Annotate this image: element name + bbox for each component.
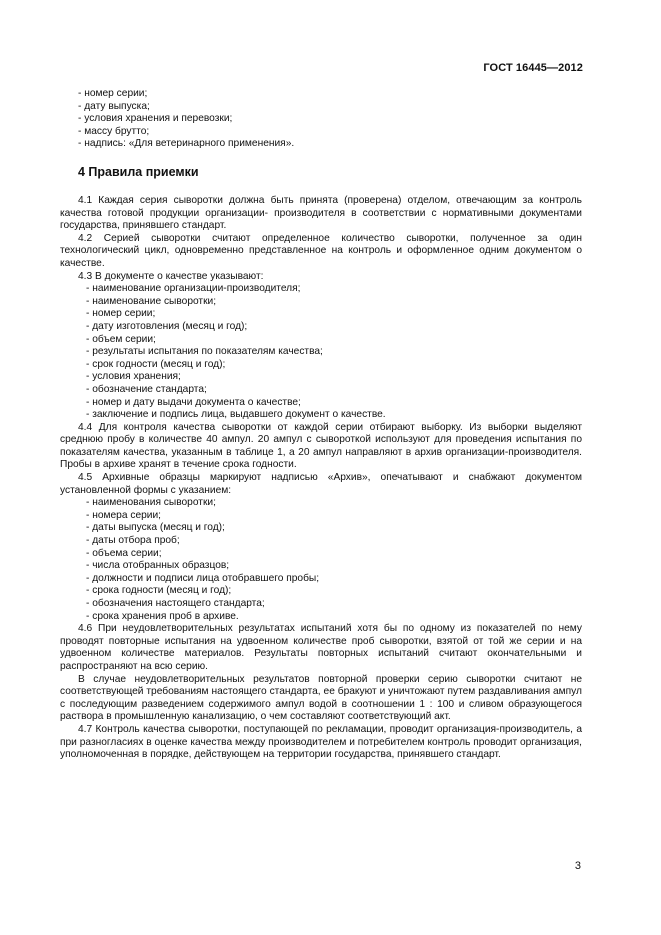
list-item: - массу брутто; — [78, 125, 150, 137]
list-item: - даты выпуска (месяц и год); — [86, 522, 225, 534]
paragraph-4-1: 4.1 Каждая серия сыворотки должна быть принята (проверена) отделом, отвечающим за контроль качества готовой продукции организации- производителя в соответствии с нормативными документами государства, принявшего стандарт. — [60, 195, 582, 232]
list-item: - условия хранения и перевозки; — [78, 113, 233, 125]
paragraph-4-2: 4.2 Серией сыворотки считают определенное количество сыворотки, полученное за один технологический цикл, одновременно представленное на контроль и оформленное одним документом о качестве. — [60, 232, 582, 269]
marking-list — [78, 88, 598, 151]
paragraph-4-5: 4.5 Архивные образцы маркируют надписью «Архив», опечатывают и снабжают документом установленной формы с указанием: — [60, 472, 582, 496]
paragraph-4-7: 4.7 Контроль качества сыворотки, поступающей по рекламации, проводит организация-производитель, а при разногласиях в оценке качества между производителем и потребителем контроль проводит организация, уполномоченная в порядке, действующем на территории государства, принявшего стандарт. — [60, 723, 582, 761]
list-item: - номер и дату выдачи документа о качестве; — [86, 396, 301, 408]
section-content — [60, 195, 582, 762]
list-item: - объема серии; — [86, 547, 162, 559]
list-item: - наименования сыворотки; — [86, 497, 216, 509]
list-item: - наименование сыворотки; — [86, 295, 217, 307]
paragraph-4-3: 4.3 В документе о качестве указывают: — [78, 270, 264, 282]
list-item: - обозначения настоящего стандарта; — [86, 598, 265, 609]
page-number: 3 — [574, 860, 581, 872]
list-item: - условия хранения; — [86, 371, 181, 383]
document-code: ГОСТ 16445—2012 — [483, 62, 583, 74]
list-item: - надпись: «Для ветеринарного применения». — [78, 138, 295, 150]
list-item: - дату выпуска; — [78, 100, 150, 112]
list-item: - объем серии; — [86, 333, 156, 345]
section-title: 4 Правила приемки — [78, 165, 199, 179]
list-item: - даты отбора проб; — [86, 535, 180, 547]
list-item: - номера серии; — [86, 509, 161, 521]
list-item: - срока хранения проб в архиве. — [86, 610, 239, 622]
list-item: - дату изготовления (месяц и год); — [86, 320, 248, 332]
list-item: - обозначение стандарта; — [86, 383, 207, 395]
paragraph-4-4: 4.4 Для контроля качества сыворотки от каждой серии отбирают выборку. Из выборки выделяют среднюю пробу в количестве 40 ампул. 20 ампул с сывороткой используют для проведения испытания по показателям качества, указанным в таблице 1, а 20 ампул направляют в архив организации-производителя. Пробы в архиве хранят в течение срока годности. — [60, 421, 582, 471]
list-item: - результаты испытания по показателям качества; — [86, 346, 323, 358]
paragraph-4-6-continued: В случае неудовлетворительных результатов повторной проверки серию сыворотки считают не соответствующей требованиям настоящего стандарта, ее бракуют и уничтожают путем раздавливания ампул с последующим разведением содержимого ампул водой в соотношении 1 : 100 и сливом образующегося раствора в промышленную канализацию, о чем составляют соответствующий акт. — [60, 673, 582, 723]
list-item: - наименование организации-производителя; — [86, 283, 301, 295]
list-item: - заключение и подпись лица, выдавшего документ о качестве. — [86, 409, 386, 421]
list-item: - срок годности (месяц и год); — [86, 358, 226, 370]
paragraph-4-6: 4.6 При неудовлетворительных результатах испытаний хотя бы по одному из показателей по нему проводят повторные испытания на удвоенном количестве проб сыворотки, взятой от той же серии и на удвоенном количестве материалов. Результаты повторных испытаний считают окончательными и распространяют на всю серию. — [60, 623, 582, 672]
list-item: - числа отобранных образцов; — [86, 560, 230, 572]
list-item: - срока годности (месяц и год); — [86, 585, 232, 597]
list-item: - номер серии; — [86, 308, 156, 320]
list-item: - должности и подписи лица отобравшего пробы; — [86, 572, 320, 584]
list-item: - номер серии; — [78, 88, 148, 99]
